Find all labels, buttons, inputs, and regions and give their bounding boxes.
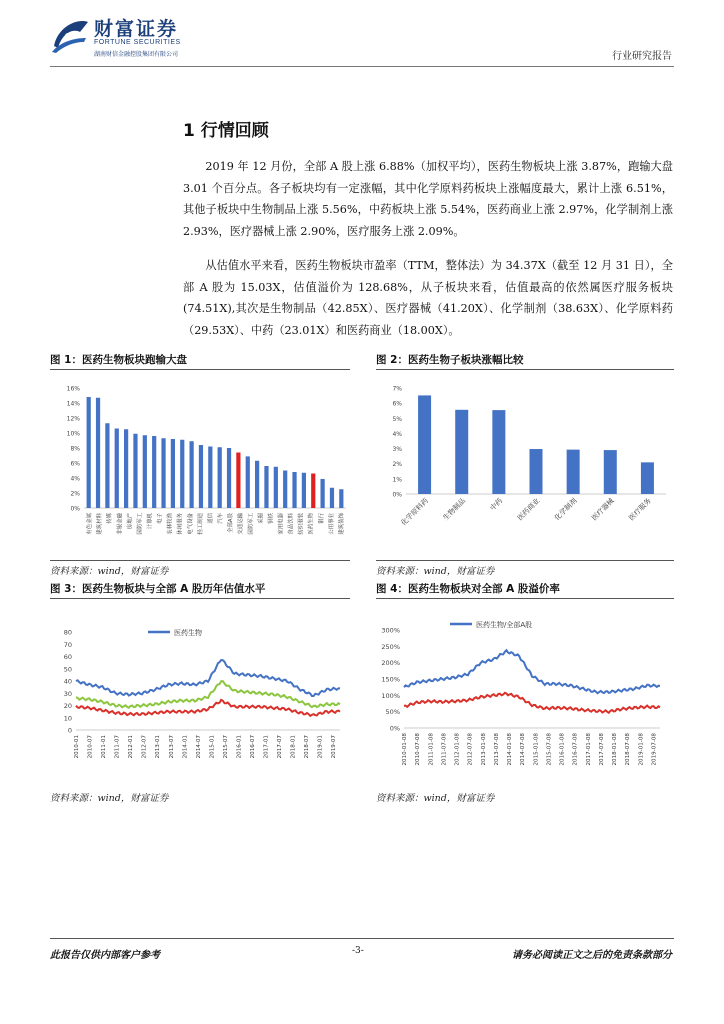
- figure-1-title: 图 1：医药生物板块跑输大盘: [50, 354, 187, 366]
- x-tick-label: 医药商业: [515, 496, 542, 523]
- x-tick-label: 非银金融: [117, 513, 124, 535]
- x-tick-label: 医药生物: [308, 513, 315, 535]
- figure-2-bottom-rule: [376, 560, 674, 561]
- x-tick-label: 医疗服务: [627, 496, 653, 523]
- x-tick-label: 2011-07-08: [441, 733, 448, 766]
- x-tick-label: 2012-07-08: [467, 733, 474, 766]
- bar-化工: [190, 441, 194, 508]
- x-tick-label: 电气设备: [187, 513, 194, 535]
- y-tick-label: 60: [63, 653, 72, 661]
- y-tick-label: 3%: [392, 446, 402, 454]
- x-tick-label: 化学原料药: [399, 496, 430, 528]
- x-tick-label: 休闲服务: [177, 513, 184, 535]
- bar-化学制剂: [567, 450, 580, 494]
- figure-2-chart: [376, 372, 674, 558]
- bar-电气设备: [199, 445, 203, 508]
- x-tick-label: 2010-07-08: [415, 733, 422, 766]
- figure-4-source: 资料来源：wind，财富证券: [376, 793, 495, 804]
- brand-name-cn: 财富证券: [94, 18, 179, 40]
- bar-电子: [152, 436, 156, 508]
- x-tick-label: 2018-07-08: [625, 733, 632, 766]
- x-tick-label: 2011-01: [101, 735, 108, 759]
- bar-汽车: [227, 448, 231, 508]
- y-tick-label: 6%: [70, 460, 80, 468]
- footer-divider: [50, 938, 674, 939]
- page-number: -3-: [352, 946, 364, 956]
- figure-4-chart: [376, 602, 674, 782]
- y-tick-label: 8%: [70, 445, 80, 453]
- x-tick-label: 2012-07: [141, 735, 148, 759]
- x-tick-label: 2018-01-08: [612, 733, 619, 766]
- section-title: 1 行情回顾: [183, 121, 269, 141]
- y-tick-label: 10%: [66, 430, 80, 438]
- y-tick-label: 10: [63, 714, 72, 723]
- x-tick-label: 化学制剂: [553, 496, 579, 523]
- y-tick-label: 7%: [392, 385, 402, 393]
- x-tick-label: 2019-01: [317, 735, 324, 759]
- x-tick-label: 2014-01-08: [507, 733, 514, 766]
- bar-采掘: [274, 467, 278, 508]
- x-tick-label: 2016-07: [250, 735, 256, 759]
- figure-2-title: 图 2：医药生物子板块涨幅比较: [376, 354, 524, 366]
- x-tick-label: 2015-07: [222, 735, 229, 759]
- y-tick-label: 70: [63, 640, 72, 649]
- y-tick-label: 50%: [385, 708, 400, 717]
- bar-医疗器械: [604, 450, 617, 494]
- x-tick-label: 建筑材料: [97, 513, 104, 535]
- x-tick-label: 汽车: [218, 513, 225, 524]
- y-tick-label: 0: [67, 726, 72, 735]
- y-tick-label: 12%: [66, 415, 80, 423]
- bar-有色金属: [87, 397, 91, 508]
- figure-4-title: 图 4：医药生物板块对全部 A 股溢价率: [376, 583, 560, 595]
- y-tick-label: 1%: [392, 476, 402, 484]
- x-tick-label: 2017-07: [277, 735, 284, 759]
- figure-2-top-rule: [376, 369, 674, 370]
- series-line-1: [76, 660, 340, 696]
- legend-label: 医药生物: [174, 629, 202, 637]
- x-tick-label: 2014-07-08: [520, 733, 527, 766]
- x-tick-label: 家用电器: [278, 513, 285, 535]
- bar-建筑材料: [96, 398, 100, 508]
- x-tick-label: 有色金属: [87, 513, 94, 535]
- y-tick-label: 14%: [66, 400, 80, 408]
- figure-1-source: 资料来源：wind，财富证券: [50, 566, 169, 577]
- figure-1-chart: [50, 372, 350, 558]
- y-tick-label: 20: [63, 702, 72, 710]
- y-tick-label: 6%: [392, 400, 402, 408]
- x-tick-label: 2018-01: [290, 735, 297, 759]
- bar-非银金融: [115, 429, 119, 509]
- header-divider: [50, 66, 674, 67]
- y-tick-label: 300%: [381, 626, 400, 635]
- footer-disclaimer-left: 此报告仅供内部客户参考: [50, 950, 160, 961]
- y-tick-label: 16%: [66, 385, 80, 393]
- y-tick-label: 40: [63, 677, 72, 686]
- y-tick-label: 100%: [381, 691, 400, 700]
- x-tick-label: 2016-07-08: [572, 733, 579, 766]
- bar-国防军工: [133, 434, 137, 508]
- x-tick-label: 2019-07-08: [651, 733, 658, 766]
- bar-中药: [492, 410, 505, 494]
- x-tick-label: 2010-07: [87, 735, 94, 759]
- y-tick-label: 4%: [70, 475, 80, 483]
- bar-公用事业: [330, 488, 334, 508]
- brand-name-en: FORTUNE SECURITIES: [94, 39, 181, 46]
- bar-纺织服装: [302, 473, 306, 508]
- bar-交通运输: [246, 456, 250, 508]
- y-tick-label: 4%: [392, 430, 402, 438]
- x-tick-label: 银行: [318, 513, 325, 524]
- x-tick-label: 2013-07: [168, 735, 175, 759]
- page-header: [0, 0, 724, 70]
- y-tick-label: 5%: [392, 415, 402, 423]
- footer-disclaimer-right: 请务必阅读正文之后的免责条款部分: [512, 950, 672, 961]
- x-tick-label: 2013-07-08: [493, 733, 500, 766]
- x-tick-label: 公用事业: [328, 513, 335, 535]
- y-tick-label: 0%: [389, 724, 400, 733]
- y-tick-label: 0%: [70, 505, 80, 513]
- x-tick-label: 2017-07-08: [598, 733, 605, 766]
- x-tick-label: 2011-01-08: [428, 733, 435, 766]
- x-tick-label: 2019-07: [331, 735, 338, 759]
- figure-1-bottom-rule: [50, 560, 350, 561]
- bar-通信: [218, 447, 222, 508]
- x-tick-label: 2018-07: [304, 735, 311, 759]
- x-tick-label: 纺织服装: [298, 513, 305, 535]
- bar-家用电器: [264, 466, 268, 508]
- y-tick-label: 150%: [381, 675, 400, 684]
- paragraph-market-review: 2019 年 12 月份，全部 A 股上涨 6.88%（加权平均），医药生物板块上涨 3.87%，跑输大盘 3.01 个百分点。各子板块均有一定涨幅，其中化学原料药板块上涨幅度最大，累计上涨 6.51%，其他子板块中生物制品上涨 5.56%，中药板块上涨 5.54%，医药商业上涨 2.97%，化学制剂上涨 2.93%，医疗器械上涨 2.90%，医疗服务上涨 2.09%。: [183, 160, 673, 238]
- x-tick-label: 农林牧渔: [167, 513, 174, 535]
- bar-化学原料药: [418, 395, 431, 494]
- x-tick-label: 2013-01: [155, 735, 162, 759]
- x-tick-label: 2013-01-08: [480, 733, 487, 766]
- bar-建筑装饰: [339, 489, 343, 508]
- bar-传媒: [105, 423, 109, 508]
- bar-钢铁: [283, 471, 287, 509]
- x-tick-label: 2015-07-08: [546, 733, 553, 766]
- x-tick-label: 计算机: [147, 513, 154, 530]
- figure-3-chart: [50, 602, 350, 782]
- x-tick-label: 2016-01-08: [559, 733, 566, 766]
- x-tick-label: 钢铁: [268, 513, 275, 524]
- bar-机械设备: [255, 461, 259, 508]
- y-tick-label: 2%: [70, 490, 80, 498]
- x-tick-label: 医疗器械: [590, 496, 616, 523]
- x-tick-label: 2017-01: [263, 735, 270, 759]
- bar-计算机: [143, 435, 147, 508]
- bar-银行: [321, 479, 325, 508]
- x-tick-label: 国防军工: [248, 513, 255, 535]
- fortune-logo-icon: [50, 16, 90, 54]
- x-tick-label: 中药: [488, 496, 505, 513]
- figure-4-top-rule: [376, 598, 674, 599]
- bar-医疗服务: [641, 462, 654, 494]
- legend-label: 医药生物/全部A股: [476, 621, 533, 629]
- x-tick-label: 2017-01-08: [585, 733, 592, 766]
- x-tick-label: 2015-01: [209, 735, 216, 759]
- paragraph-valuation: 从估值水平来看，医药生物板块市盈率（TTM，整体法）为 34.37X（截至 12 月 31 日），全部 A 股为 15.03X，估值溢价为 128.68%，从子板块来看，估值最高的依然属医疗服务板块(74.51X),其次是生物制品（42.85X）、医疗器械（41.20X）、化学制剂（38.63X）、化学原料药（29.53X）、中药（23.01X）和医药商业（18.00X）。: [183, 259, 673, 337]
- report-type-label: 行业研究报告: [612, 51, 672, 62]
- bar-医药商业: [530, 449, 543, 494]
- x-tick-label: 轻工制造: [197, 513, 204, 535]
- figure-2-source: 资料来源：wind，财富证券: [376, 566, 495, 577]
- x-tick-label: 采掘: [258, 513, 265, 524]
- x-tick-label: 2016-01: [236, 735, 243, 759]
- x-tick-label: 交通运输: [238, 513, 245, 535]
- y-tick-label: 30: [63, 689, 72, 698]
- bar-食品饮料: [292, 472, 296, 508]
- y-tick-label: 80: [63, 628, 72, 637]
- x-tick-label: 2010-01: [74, 735, 80, 759]
- x-tick-label: 国防军工: [137, 513, 144, 535]
- y-tick-label: 2%: [392, 461, 402, 469]
- bar-休闲服务: [171, 439, 175, 508]
- x-tick-label: 2012-01-08: [454, 733, 461, 766]
- x-tick-label: 房地产: [127, 513, 134, 530]
- bar-综合: [180, 440, 184, 508]
- x-tick-label: 2014-07: [195, 735, 202, 759]
- series-line-2: [404, 693, 660, 713]
- bar-生物制品: [455, 410, 468, 494]
- x-tick-label: 生物制品: [441, 496, 468, 523]
- bar-医药生物: [311, 474, 315, 509]
- x-tick-label: 通信: [207, 513, 214, 524]
- y-tick-label: 200%: [381, 659, 400, 668]
- x-tick-label: 2015-01-08: [533, 733, 540, 766]
- brand-slogan: 湖南财信金融控股集团有限公司: [94, 51, 179, 58]
- figure-3-top-rule: [50, 598, 350, 599]
- x-tick-label: 建筑装饰: [338, 513, 345, 535]
- figure-3-source: 资料来源：wind，财富证券: [50, 793, 169, 804]
- figure-3-title: 图 3：医药生物板块与全部 A 股历年估值水平: [50, 583, 266, 595]
- x-tick-label: 2011-07: [114, 735, 121, 759]
- bar-全部A股: [236, 453, 240, 509]
- x-tick-label: 2019-01-08: [638, 733, 645, 766]
- x-tick-label: 传媒: [107, 513, 114, 524]
- y-tick-label: 250%: [381, 642, 400, 651]
- y-tick-label: 0%: [392, 491, 402, 499]
- x-tick-label: 2014-01: [182, 735, 189, 759]
- bar-农林牧渔: [161, 438, 165, 508]
- x-tick-label: 电子: [157, 513, 164, 524]
- bar-轻工制造: [208, 447, 212, 509]
- y-tick-label: 50: [63, 665, 72, 674]
- x-tick-label: 2012-01: [128, 735, 135, 759]
- figure-1-top-rule: [50, 369, 350, 370]
- bar-房地产: [124, 429, 128, 508]
- x-tick-label: 2010-01-08: [402, 733, 408, 766]
- series-line-1: [404, 650, 660, 693]
- x-tick-label: 食品饮料: [288, 513, 295, 535]
- x-tick-label: 全部A股: [228, 513, 235, 533]
